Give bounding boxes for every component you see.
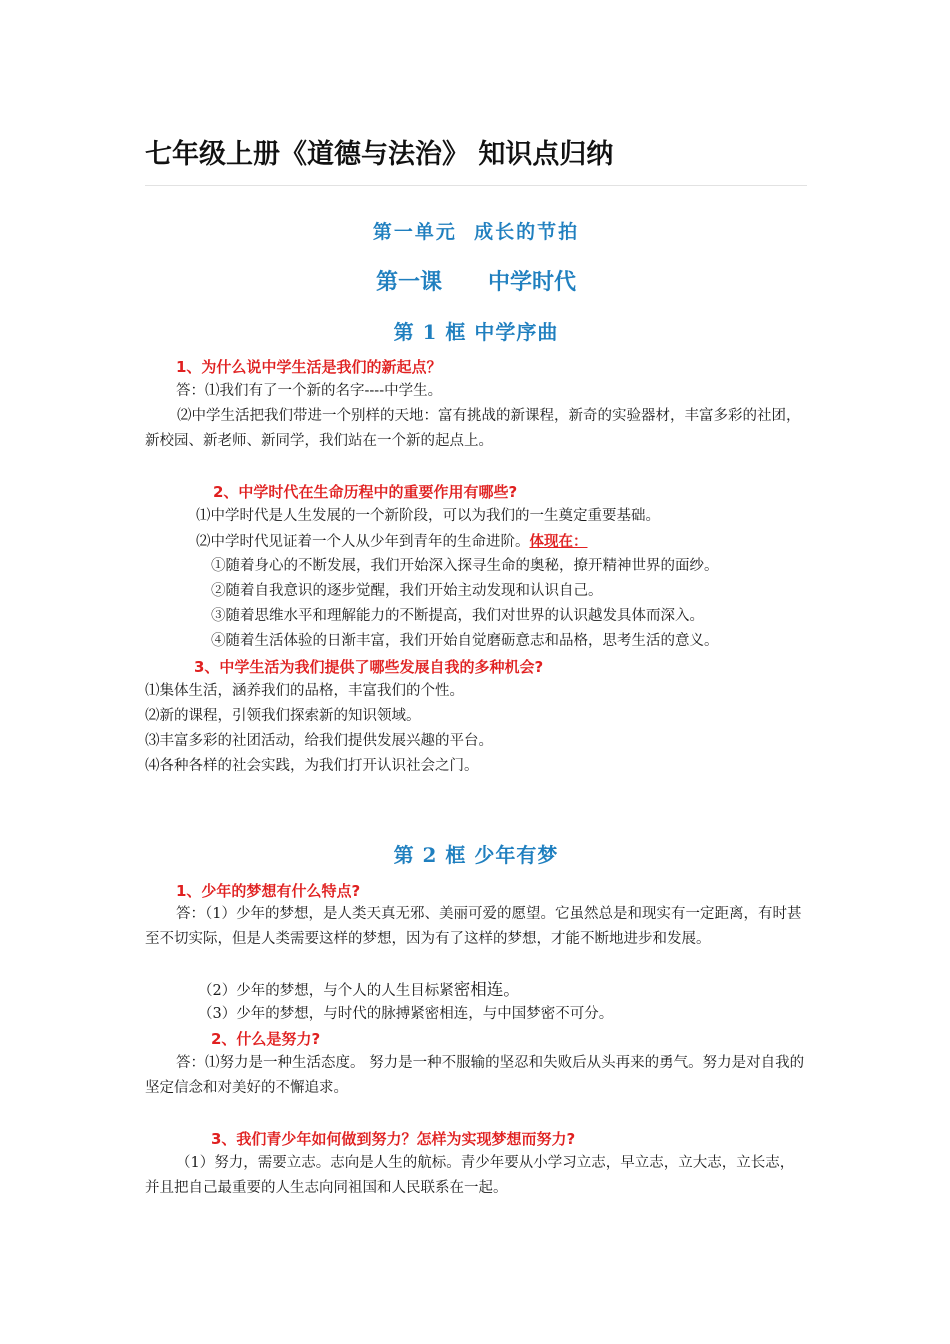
frame-2-answer-1-line-1: 答：（1）少年的梦想，是人类天真无邪、美丽可爱的愿望。它虽然总是和现实有一定距离，有时甚至不切实际，但是人类需要这样的梦想，因为有了这样的梦想，才能不断地进步和发展。 — [145, 906, 802, 947]
frame-1-question-2: 2、中学时代在生命历程中的重要作用有哪些? — [213, 483, 518, 501]
unit-heading: 第一单元 成长的节拍 — [372, 221, 580, 243]
frame-2-question-3: 3、我们青少年如何做到努力？怎样为实现梦想而努力? — [211, 1130, 576, 1148]
frame-1-q3-item-3: ⑶丰富多彩的社团活动，给我们提供发展兴趣的平台。 — [145, 733, 493, 749]
frame-2-answer-2: 答：⑴努力是一种生活态度。 努力是一种不服输的坚忍和失败后从头再来的勇气。努力是对自我的坚定信念和对美好的不懈追求。 — [145, 1055, 805, 1096]
frame-1-q3-item-1: ⑴集体生活，涵养我们的品格，丰富我们的个性。 — [145, 683, 464, 699]
answer-2-prefix: ⑵中学时代见证着一个人从少年到青年的生命进阶。 — [196, 534, 530, 550]
frame-1-q3-item-4: ⑷各种各样的社会实践，为我们打开认识社会之门。 — [145, 758, 479, 774]
frame-1-answer-1-line-2: ⑵中学生活把我们带进一个别样的天地：富有挑战的新课程，新奇的实验器材，丰富多彩的社团，新校园、新老师、新同学，我们站在一个新的起点上。 — [145, 408, 801, 449]
frame-1-q3-item-2: ⑵新的课程，引领我们探索新的知识领域。 — [145, 708, 421, 724]
title-divider — [145, 185, 807, 186]
frame-1-list-item-1: ①随着身心的不断发展，我们开始深入探寻生命的奥秘，撩开精神世界的面纱。 — [211, 558, 719, 574]
frame-1-list-item-3: ③随着思维水平和理解能力的不断提高，我们对世界的认识越发具体而深入。 — [211, 608, 704, 624]
frame-1-list-item-4: ④随着生活体验的日渐丰富，我们开始自觉磨砺意志和品格，思考生活的意义。 — [211, 633, 719, 649]
frame-2-answer-1-line-2 — [198, 977, 520, 1004]
frame-1-list-item-2: ②随着自我意识的逐步觉醒，我们开始主动发现和认识自己。 — [211, 583, 603, 599]
frame-1-answer-2-line-2 — [196, 529, 588, 555]
frame-2-answer-1-line-3: （3）少年的梦想，与时代的脉搏紧密相连，与中国梦密不可分。 — [198, 1006, 614, 1022]
frame-2-answer-prefix: （2）少年的梦想，与个人的人生目标紧 — [198, 983, 454, 999]
answer-2-emphasis: 体现在： — [529, 533, 588, 550]
frame-1-question-1: 1、为什么说中学生活是我们的新起点？ — [176, 358, 442, 376]
frame-2-question-1: 1、少年的梦想有什么特点? — [176, 882, 361, 900]
lesson-heading: 第一课 中学时代 — [376, 270, 576, 295]
frame-2-answer-large-text: 密相连。 — [453, 980, 520, 999]
frame-1-question-3: 3、中学生活为我们提供了哪些发展自我的多种机会? — [194, 658, 544, 676]
frame-2-heading: 第 2 框 少年有梦 — [393, 843, 559, 867]
frame-1-heading: 第 1 框 中学序曲 — [393, 320, 559, 344]
document-title: 七年级上册《道德与法治》 知识点归纳 — [145, 139, 614, 170]
frame-2-answer-3: （1）努力，需要立志。志向是人生的航标。青少年要从小学习立志，早立志，立大志，立长志，并且把自己最重要的人生志向同祖国和人民联系在一起。 — [145, 1155, 795, 1196]
frame-1-answer-1-line-1: 答：⑴我们有了一个新的名字----中学生。 — [176, 383, 443, 399]
frame-1-answer-2-line-1: ⑴中学时代是人生发展的一个新阶段，可以为我们的一生奠定重要基础。 — [196, 508, 660, 524]
frame-2-question-2: 2、什么是努力? — [211, 1030, 321, 1048]
